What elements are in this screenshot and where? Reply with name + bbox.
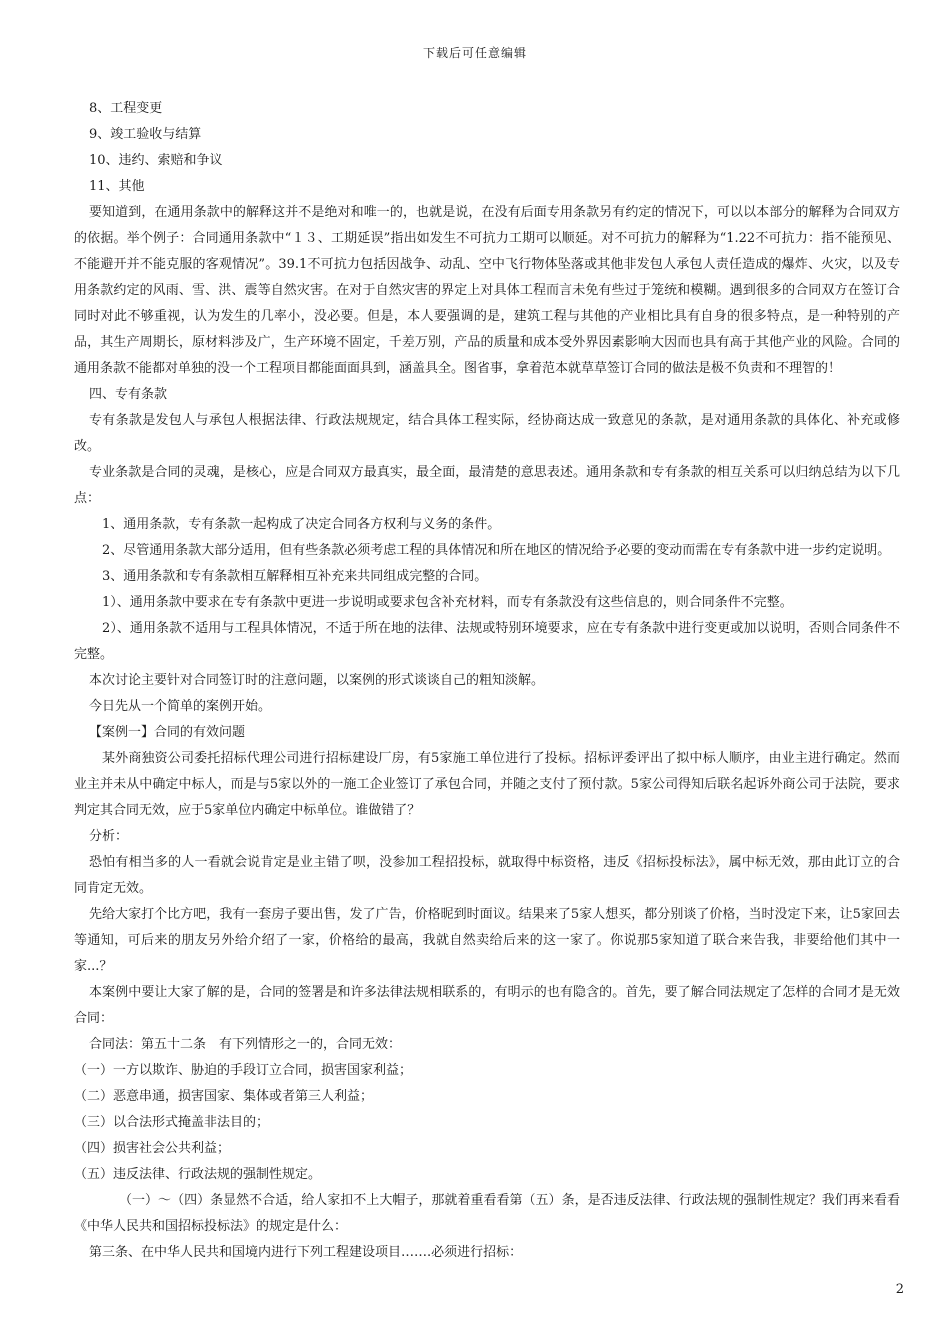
paragraph: （一）～（四）条显然不合适，给人家扣不上大帽子，那就着重看看第（五）条，是否违反法律、行政法规的强制性规定？我们再来看看《中华人民共和国招标投标法》的规定是什么： — [74, 1193, 900, 1234]
paragraph: 分析： — [89, 829, 129, 844]
list-item: （四）损害社会公共利益； — [74, 1141, 231, 1156]
paragraph: 要知道到，在通用条款中的解释这并不是绝对和唯一的，也就是说，在没有后面专用条款另有约定的情况下，可以以本部分的解释为合同双方的依据。举个例子：合同通用条款中“１３、工期延误”指出如发生不可抗力工期可以顺延。对不可抗力的解释为“1.22不可抗力：指不能预见、不能避开并不能克服的客观情况”。39.1不可抗力包括因战争、动乱、空中飞行物体坠落或其他非发包人承包人责任造成的爆炸、火灾，以及专用条款约定的风雨、雪、洪、震等自然灾害。在对于自然灾害的界定上对具体工程而言未免有些过于笼统和模糊。遇到很多的合同双方在签订合同时对此不够重视，认为发生的几率小，没必要。但是，本人要强调的是，建筑工程与其他的产业相比具有自身的很多特点，是一种特别的产品，其生产周期长，原材料涉及广，生产环境不固定，千差万别，产品的质量和成本受外界因素影响大因而也具有高于其他产业的风险。合同的通用条款不能都对单独的没一个工程项目都能面面具到，涵盖具全。图省事，拿着范本就草草签订合同的做法是极不负责和不理智的！ — [74, 205, 900, 376]
case-heading: 【案例一】合同的有效问题 — [89, 725, 246, 740]
list-item: 2、尽管通用条款大部分适用，但有些条款必须考虑工程的具体情况和所在地区的情况给予必要的变动而需在专有条款中进一步约定说明。 — [102, 543, 891, 558]
paragraph: 本案例中要让大家了解的是，合同的签署是和许多法律法规相联系的，有明示的也有隐含的。首先，要了解合同法规定了怎样的合同才是无效合同： — [74, 985, 900, 1026]
list-item: （五）违反法律、行政法规的强制性规定。 — [74, 1167, 322, 1182]
paragraph: 11、其他 — [89, 179, 145, 194]
paragraph: 第三条、在中华人民共和国境内进行下列工程建设项目…….必须进行招标： — [89, 1245, 523, 1260]
list-item: 2）、通用条款不适用与工程具体情况，不适于所在地的法律、法规或特别环境要求，应在专有条款中进行变更或加以说明，否则合同条件不完整。 — [74, 621, 900, 662]
paragraph: 先给大家打个比方吧，我有一套房子要出售，发了广告，价格昵到时面议。结果来了5家人想买，都分别谈了价格，当时没定下来，让5家回去等通知，可后来的朋友另外给介绍了一家，价格给的最高，我就自然卖给后来的这一家了。你说那5家知道了联合来告我，非要给他们其中一家...？ — [74, 907, 900, 974]
list-item: 1）、通用条款中要求在专有条款中更进一步说明或要求包含补充材料，而专有条款没有这些信息的，则合同条件不完整。 — [102, 595, 793, 610]
list-item: （一）一方以欺诈、胁迫的手段订立合同，损害国家利益； — [74, 1063, 413, 1078]
section-heading: 四、专有条款 — [89, 387, 168, 402]
paragraph: 专有条款是发包人与承包人根据法律、行政法规规定，结合具体工程实际，经协商达成一致意见的条款，是对通用条款的具体化、补充或修改。 — [74, 413, 900, 454]
paragraph: 10、违约、索赔和争议 — [89, 153, 223, 168]
list-item: 1、通用条款，专有条款一起构成了决定合同各方权利与义务的条件。 — [102, 517, 501, 532]
page-header: 下载后可任意编辑 — [422, 46, 527, 60]
document-body — [74, 96, 900, 1266]
list-item: （三）以合法形式掩盖非法目的； — [74, 1115, 270, 1130]
page-number: 2 — [895, 1282, 904, 1297]
paragraph: 9、竣工验收与结算 — [89, 127, 202, 142]
list-item: （二）恶意串通，损害国家、集体或者第三人利益； — [74, 1089, 374, 1104]
paragraph: 本次讨论主要针对合同签订时的注意问题，以案例的形式谈谈自己的粗知淡解。 — [89, 673, 545, 688]
paragraph: 合同法：第五十二条 有下列情形之一的，合同无效： — [89, 1037, 402, 1052]
paragraph: 恐怕有相当多的人一看就会说肯定是业主错了呗，没参加工程招投标，就取得中标资格，违反《招标投标法》，属中标无效，那由此订立的合同肯定无效。 — [74, 855, 900, 896]
paragraph: 专业条款是合同的灵魂，是核心，应是合同双方最真实，最全面，最清楚的意思表述。通用条款和专有条款的相互关系可以归纳总结为以下几点： — [74, 465, 900, 506]
paragraph: 8、工程变更 — [89, 101, 163, 116]
paragraph: 某外商独资公司委托招标代理公司进行招标建设厂房，有5家施工单位进行了投标。招标评委评出了拟中标人顺序，由业主进行确定。然而业主并未从中确定中标人，而是与5家以外的一施工企业签订了承包合同，并随之支付了预付款。5家公司得知后联名起诉外商公司于法院，要求判定其合同无效，应于5家单位内确定中标单位。谁做错了？ — [74, 751, 900, 818]
paragraph: 今日先从一个简单的案例开始。 — [89, 699, 272, 714]
list-item: 3、通用条款和专有条款相互解释相互补充来共同组成完整的合同。 — [102, 569, 488, 584]
